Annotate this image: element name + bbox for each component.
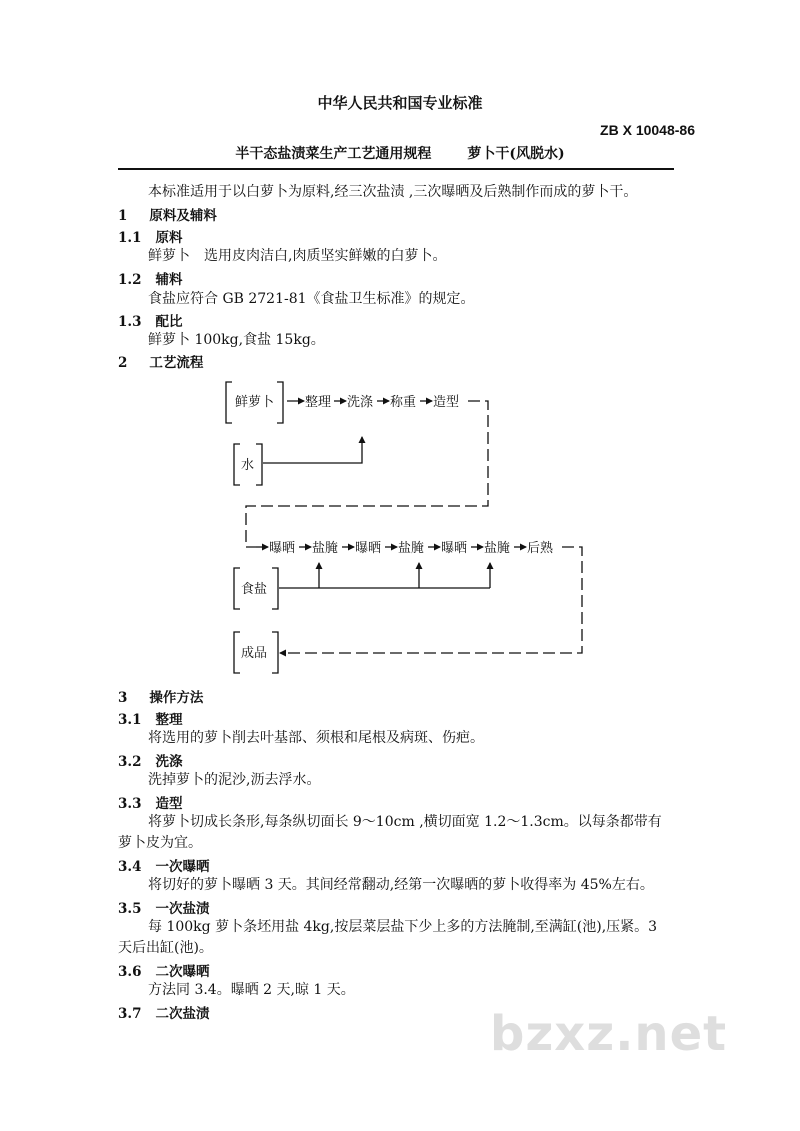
section-title: 原料及辅料 <box>149 208 217 224</box>
section-3-5-text-1: 每 100kg 萝卜条坯用盐 4kg,按层菜层盐下少上多的方法腌制,至满缸(池),压紧。3 <box>148 919 658 935</box>
row1-step-4: 造型 <box>433 395 460 410</box>
arrow-water <box>263 437 362 463</box>
row2-step-4: 盐腌 <box>398 541 425 556</box>
section-title: 原料 <box>155 230 183 246</box>
standard-code: ZB X 10048-86 <box>600 122 695 138</box>
connector-to-product <box>280 547 582 653</box>
section-3-3-heading <box>118 792 183 812</box>
section-3-2-heading <box>118 750 183 770</box>
section-3-4-text: 将切好的萝卜曝晒 3 天。其间经常翻动,经第一次曝晒的萝卜收得率为 45%左右。 <box>148 877 654 893</box>
subtitle-left: 半干态盐渍菜生产工艺通用规程 <box>235 146 432 162</box>
section-number: 3.2 <box>118 754 142 770</box>
section-3-6-text: 方法同 3.4。曝晒 2 天,晾 1 天。 <box>148 982 355 998</box>
section-3-5-text-2: 天后出缸(池)。 <box>118 940 213 956</box>
section-title: 一次曝晒 <box>155 859 210 875</box>
row1-step-2: 洗涤 <box>347 395 374 410</box>
subtitle-right: 萝卜干(风脱水) <box>467 146 565 162</box>
section-number: 1 <box>118 208 128 224</box>
box-product-label: 成品 <box>241 646 268 661</box>
box-salt-label: 食盐 <box>241 582 268 597</box>
watermark: bzxz.net <box>490 1006 728 1062</box>
box-product-right <box>272 632 278 673</box>
section-3-1-heading <box>118 708 183 728</box>
intro-paragraph: 本标准适用于以白萝卜为原料,经三次盐渍 ,三次曝晒及后熟制作而成的萝卜干。 <box>148 184 638 200</box>
section-number: 3.1 <box>118 712 142 728</box>
box-fresh-label: 鲜萝卜 <box>235 395 275 410</box>
row2-step-1: 曝晒 <box>269 541 296 556</box>
section-1-2-text: 食盐应符合 GB 2721-81《食盐卫生标准》的规定。 <box>148 291 475 307</box>
row2-step-6: 盐腌 <box>484 541 511 556</box>
row2-step-7: 后熟 <box>527 541 554 556</box>
box-water-left <box>234 444 240 485</box>
box-product-left <box>234 632 240 673</box>
row2-step-2: 盐腌 <box>312 541 339 556</box>
section-3-heading <box>118 686 203 706</box>
section-title: 洗涤 <box>155 754 183 770</box>
section-number: 1.3 <box>118 314 142 330</box>
section-number: 3.3 <box>118 796 142 812</box>
section-3-3-text-2: 萝卜皮为宜。 <box>118 835 202 851</box>
section-number: 3.6 <box>118 964 142 980</box>
row1-step-1: 整理 <box>305 395 332 410</box>
document-title: 中华人民共和国专业标准 <box>317 94 483 112</box>
section-title: 造型 <box>155 796 183 812</box>
section-title: 工艺流程 <box>149 355 204 371</box>
section-1-3-text: 鲜萝卜 100kg,食盐 15kg。 <box>148 332 325 348</box>
section-3-6-heading <box>118 960 210 980</box>
section-title: 辅料 <box>155 272 183 288</box>
section-3-4-heading <box>118 855 210 875</box>
section-number: 3.4 <box>118 859 142 875</box>
section-3-3-text-1: 将萝卜切成长条形,每条纵切面长 9～10cm ,横切面宽 1.2～1.3cm。以每条都带有 <box>148 814 662 830</box>
section-number: 3.7 <box>118 1006 142 1022</box>
row2-step-3: 曝晒 <box>355 541 382 556</box>
box-salt-right <box>272 568 278 609</box>
box-fresh-left <box>226 382 232 423</box>
section-title: 整理 <box>155 712 183 728</box>
section-number: 3.5 <box>118 901 142 917</box>
section-1-1-text: 鲜萝卜 选用皮肉洁白,肉质坚实鲜嫩的白萝卜。 <box>148 248 447 264</box>
section-title: 一次盐渍 <box>155 901 210 917</box>
box-water-right <box>256 444 262 485</box>
section-3-1-text: 将选用的萝卜削去叶基部、须根和尾根及病斑、伤疤。 <box>148 730 484 746</box>
section-number: 1.2 <box>118 272 142 288</box>
box-fresh-right <box>277 382 283 423</box>
section-number: 1.1 <box>118 230 142 246</box>
box-water-label: 水 <box>241 458 255 473</box>
section-number: 3 <box>118 690 128 706</box>
section-title: 配比 <box>155 314 183 330</box>
box-salt-left <box>234 568 240 609</box>
section-3-7-heading <box>118 1002 210 1022</box>
section-title: 二次盐渍 <box>155 1006 210 1022</box>
section-title: 操作方法 <box>149 690 204 706</box>
section-title: 二次曝晒 <box>155 964 210 980</box>
section-3-5-heading <box>118 897 210 917</box>
section-3-2-text: 洗掉萝卜的泥沙,沥去浮水。 <box>148 772 321 788</box>
row2-step-5: 曝晒 <box>441 541 468 556</box>
section-number: 2 <box>118 355 128 371</box>
row1-step-3: 称重 <box>390 395 417 410</box>
